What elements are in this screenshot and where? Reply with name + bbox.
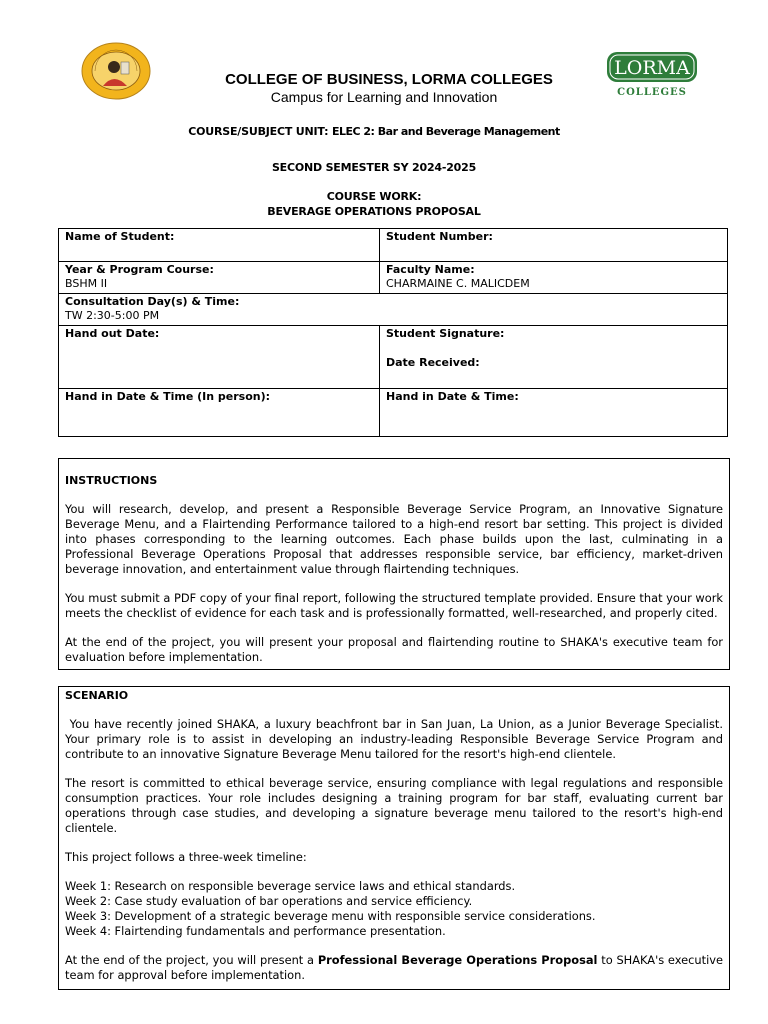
scenario-p4-start: At the end of the project, you will present a — [65, 953, 318, 967]
instructions-paragraph-2: You must submit a PDF copy of your final report, following the structured template provided. Ensure that your work meets the checklist of evidence for each task and is professionally formatted, well-researched, and properly cited. — [65, 591, 723, 620]
signature-label: Student Signature: — [386, 327, 505, 340]
instructions-box — [58, 458, 730, 670]
consultation-label: Consultation Day(s) & Time: — [65, 295, 240, 308]
week-item: Week 2: Case study evaluation of bar operations and service efficiency. — [65, 894, 473, 908]
semester-line: SECOND SEMESTER SY 2024-2025 — [271, 161, 477, 174]
date-received-label: Date Received: — [386, 356, 480, 369]
course-work-label: COURSE WORK: — [326, 190, 422, 203]
handin-person-cell[interactable] — [59, 389, 380, 437]
course-unit-label: COURSE/SUBJECT UNIT: — [188, 125, 329, 138]
instructions-paragraph-1: You will research, develop, and present a Responsible Beverage Service Program, an Innovative Signature Beverage Menu, and a Flairtending Performance tailored to a high-end resort bar setting. This project is divided into phases corresponding to the learning outcomes. Each phase builds upon the last, culminating in a Professional Beverage Operations Proposal that addresses responsible service, bar efficiency, market-driven beverage innovation, and entertainment value through flairtending techniques. — [65, 502, 723, 576]
year-program-value: BSHM II — [65, 277, 108, 290]
name-cell[interactable] — [59, 229, 380, 262]
signature-cell[interactable] — [380, 326, 728, 389]
student-info-table — [58, 228, 728, 437]
instructions-heading: INSTRUCTIONS — [65, 474, 158, 487]
scenario-paragraph-3: This project follows a three-week timeline: — [65, 850, 307, 864]
scenario-paragraph-4 — [65, 953, 723, 983]
handin-label: Hand in Date & Time: — [386, 390, 519, 403]
scenario-p4-emphasis: Professional Beverage Operations Proposal — [317, 953, 598, 967]
college-title: COLLEGE OF BUSINESS, LORMA COLLEGES — [225, 71, 553, 88]
week-item: Week 4: Flairtending fundamentals and performance presentation. — [65, 924, 446, 938]
college-subtitle: Campus for Learning and Innovation — [270, 89, 498, 105]
course-unit-line — [0, 125, 748, 138]
consultation-value: TW 2:30-5:00 PM — [65, 309, 160, 322]
instructions-paragraph-3: At the end of the project, you will present your proposal and flairtending routine to SHAKA's executive team for evaluation before implementation. — [65, 635, 723, 664]
handout-cell[interactable] — [59, 326, 380, 389]
faculty-cell — [380, 262, 728, 294]
student-number-cell[interactable] — [380, 229, 728, 262]
course-unit-value: ELEC 2: Bar and Beverage Management — [331, 125, 560, 138]
scenario-p4-end: to SHAKA's executive team for approval before implementation. — [65, 953, 723, 982]
course-work-title: BEVERAGE OPERATIONS PROPOSAL — [267, 205, 481, 218]
name-label: Name of Student: — [65, 230, 175, 243]
faculty-label: Faculty Name: — [386, 263, 475, 276]
year-program-cell — [59, 262, 380, 294]
scenario-paragraph-2: The resort is committed to ethical beverage service, ensuring compliance with legal regulations and responsible consumption practices. Your role includes designing a training program for bar staff, evaluating current bar operations through case studies, and developing a signature beverage menu tailored to the resort's high-end clientele. — [65, 776, 723, 835]
consultation-cell — [59, 294, 728, 326]
student-number-label: Student Number: — [386, 230, 493, 243]
handout-label: Hand out Date: — [65, 327, 160, 340]
week-item: Week 1: Research on responsible beverage service laws and ethical standards. — [65, 879, 516, 893]
scenario-box — [58, 686, 730, 990]
handin-cell[interactable] — [380, 389, 728, 437]
handin-person-label: Hand in Date & Time (In person): — [65, 390, 271, 403]
week-item: Week 3: Development of a strategic beverage menu with responsible service considerations. — [65, 909, 596, 923]
faculty-value: CHARMAINE C. MALICDEM — [386, 277, 530, 290]
scenario-heading: SCENARIO — [65, 689, 129, 702]
scenario-paragraph-1: You have recently joined SHAKA, a luxury beachfront bar in San Juan, La Union, as a Junior Beverage Specialist. Your primary role is to assist in developing an industry-leading Responsible Beverage Service Program and contribute to an innovative Signature Beverage Menu tailored for the resort's high-end clientele. — [65, 717, 727, 761]
lorma-logo-subtext: COLLEGES — [617, 87, 687, 98]
lorma-logo-text: LORMA — [614, 57, 690, 79]
year-program-label: Year & Program Course: — [65, 263, 214, 276]
